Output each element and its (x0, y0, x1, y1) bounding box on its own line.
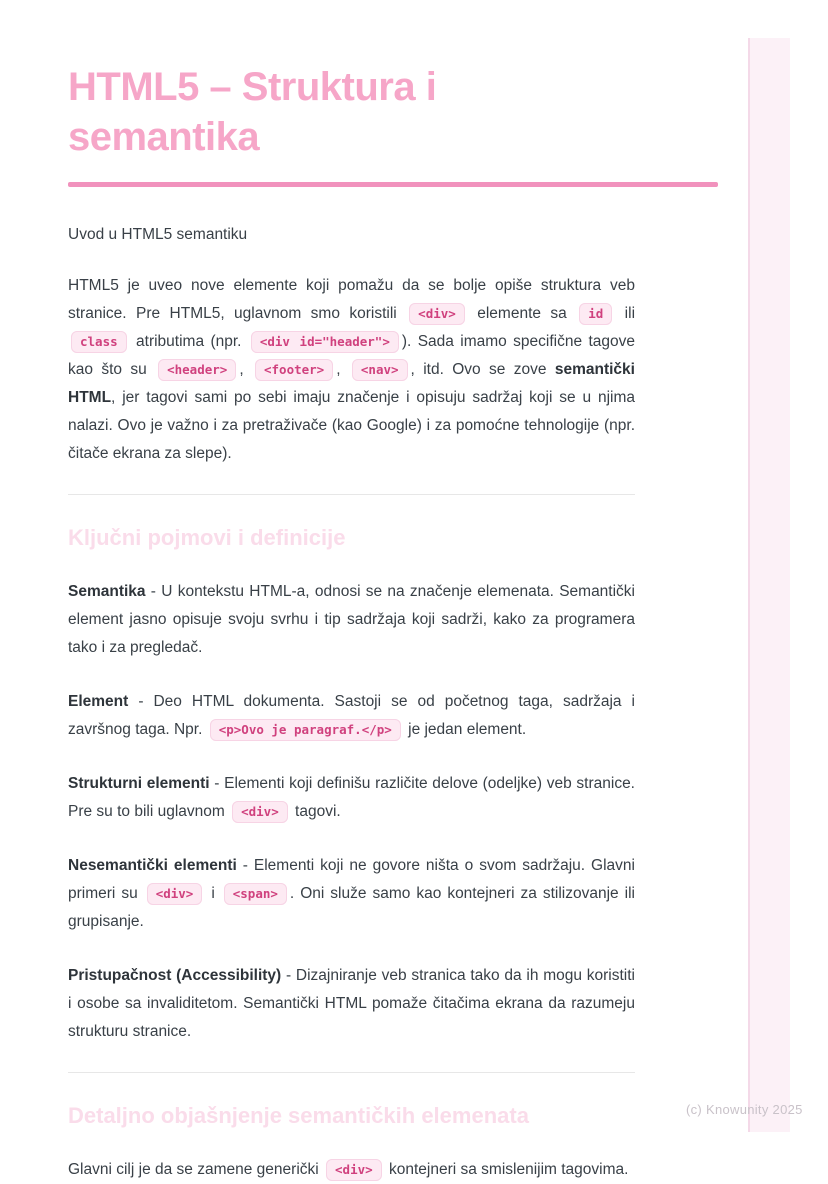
text-run: elemente sa (467, 305, 577, 322)
text-run: i (205, 885, 221, 902)
footer-credit: (c) Knowunity 2025 (686, 1102, 803, 1117)
bold-term: Nesemantički elementi (68, 857, 237, 874)
paragraph-nesemanticki-elementi (68, 852, 635, 936)
inline-code-chip: <span> (224, 883, 287, 905)
inline-code-chip: <p>Ovo je paragraf.</p> (210, 719, 401, 741)
title-underline-rule (68, 182, 718, 187)
inline-code-chip: <div> (147, 883, 203, 905)
text-run: tagovi. (290, 803, 341, 820)
section-heading-key-terms: Ključni pojmovi i definicije (68, 525, 346, 550)
text-run: ili (615, 305, 636, 322)
text-run: , (336, 361, 349, 378)
bold-term: Element (68, 693, 129, 710)
paragraph-pristupacnost (68, 962, 635, 1046)
text-run: , jer tagovi sami po sebi imaju značenje i opisuju sadržaj koji se u njima nalazi. Ovo je važno i za pretraživače (kao Google) i za pomoćne tehnologije (npr. čitače ekrana za slepe). (68, 389, 635, 462)
section-heading-detailed-explanation: Detaljno objašnjenje semantičkih elemenata (68, 1103, 529, 1128)
text-run: HTML5 je uveo nove elemente koji pomažu da se bolje opiše struktura veb stranice. Pre HTML5, uglavnom smo koristili (68, 277, 635, 322)
inline-code-chip: <footer> (255, 359, 333, 381)
inline-code-chip: <div id="header"> (251, 331, 399, 353)
inline-code-chip: <div> (409, 303, 465, 325)
inline-code-chip: class (71, 331, 127, 353)
bold-term: semantički HTML (68, 361, 635, 406)
text-run: - Elementi koji definišu različite delove (odeljke) veb stranice. Pre su to bili uglavnom (68, 775, 635, 820)
text-run: ). Sada imamo specifične tagove kao što su (68, 333, 635, 378)
section-divider (68, 494, 635, 495)
text-run: - U kontekstu HTML-a, odnosi se na značenje elemenata. Semantički element jasno opisuje svoju svrhu i tip sadržaja koji sadrži, kako za programera tako i za pregledač. (68, 583, 635, 656)
paragraph-semantika (68, 578, 635, 662)
body-column (68, 224, 635, 1184)
inline-code-chip: id (579, 303, 612, 325)
text-run: - Deo HTML dokumenta. Sastoji se od početnog taga, sadržaja i završnog taga. Npr. (68, 693, 635, 738)
paragraph-strukturni-elementi (68, 770, 635, 826)
inline-code-chip: <div> (326, 1159, 382, 1181)
bold-term: Pristupačnost (Accessibility) (68, 967, 282, 984)
inline-code-chip: <nav> (352, 359, 408, 381)
text-run: . Oni služe samo kao kontejneri za stilizovanje ili grupisanje. (68, 885, 635, 930)
bold-term: Semantika (68, 583, 146, 600)
text-run: , (239, 361, 252, 378)
text-run: , itd. Ovo se zove (410, 361, 555, 378)
document-content (68, 0, 718, 1184)
inline-code-chip: <header> (158, 359, 236, 381)
text-run: - Elementi koji ne govore ništa o svom sadržaju. Glavni primeri su (68, 857, 635, 902)
text-run: atributima (npr. (129, 333, 248, 350)
next-page-edge-strip (748, 38, 790, 1132)
text-run: Glavni cilj je da se zamene generički (68, 1161, 324, 1178)
intro-paragraph (68, 272, 635, 468)
paragraph-glavni-cilj (68, 1156, 635, 1184)
page-title: HTML5 – Struktura i semantika (68, 65, 437, 159)
text-run: kontejneri sa smislenijim tagovima. (384, 1161, 629, 1178)
inline-code-chip: <div> (232, 801, 288, 823)
text-run: - Dizajniranje veb stranica tako da ih mogu koristiti i osobe sa invaliditetom. Semantički HTML pomaže čitačima ekrana da razumeju strukturu stranice. (68, 967, 635, 1040)
text-run: je jedan element. (403, 721, 527, 738)
bold-term: Strukturni elementi (68, 775, 210, 792)
section-divider (68, 1072, 635, 1073)
intro-label: Uvod u HTML5 semantiku (68, 226, 248, 243)
paragraph-element (68, 688, 635, 744)
